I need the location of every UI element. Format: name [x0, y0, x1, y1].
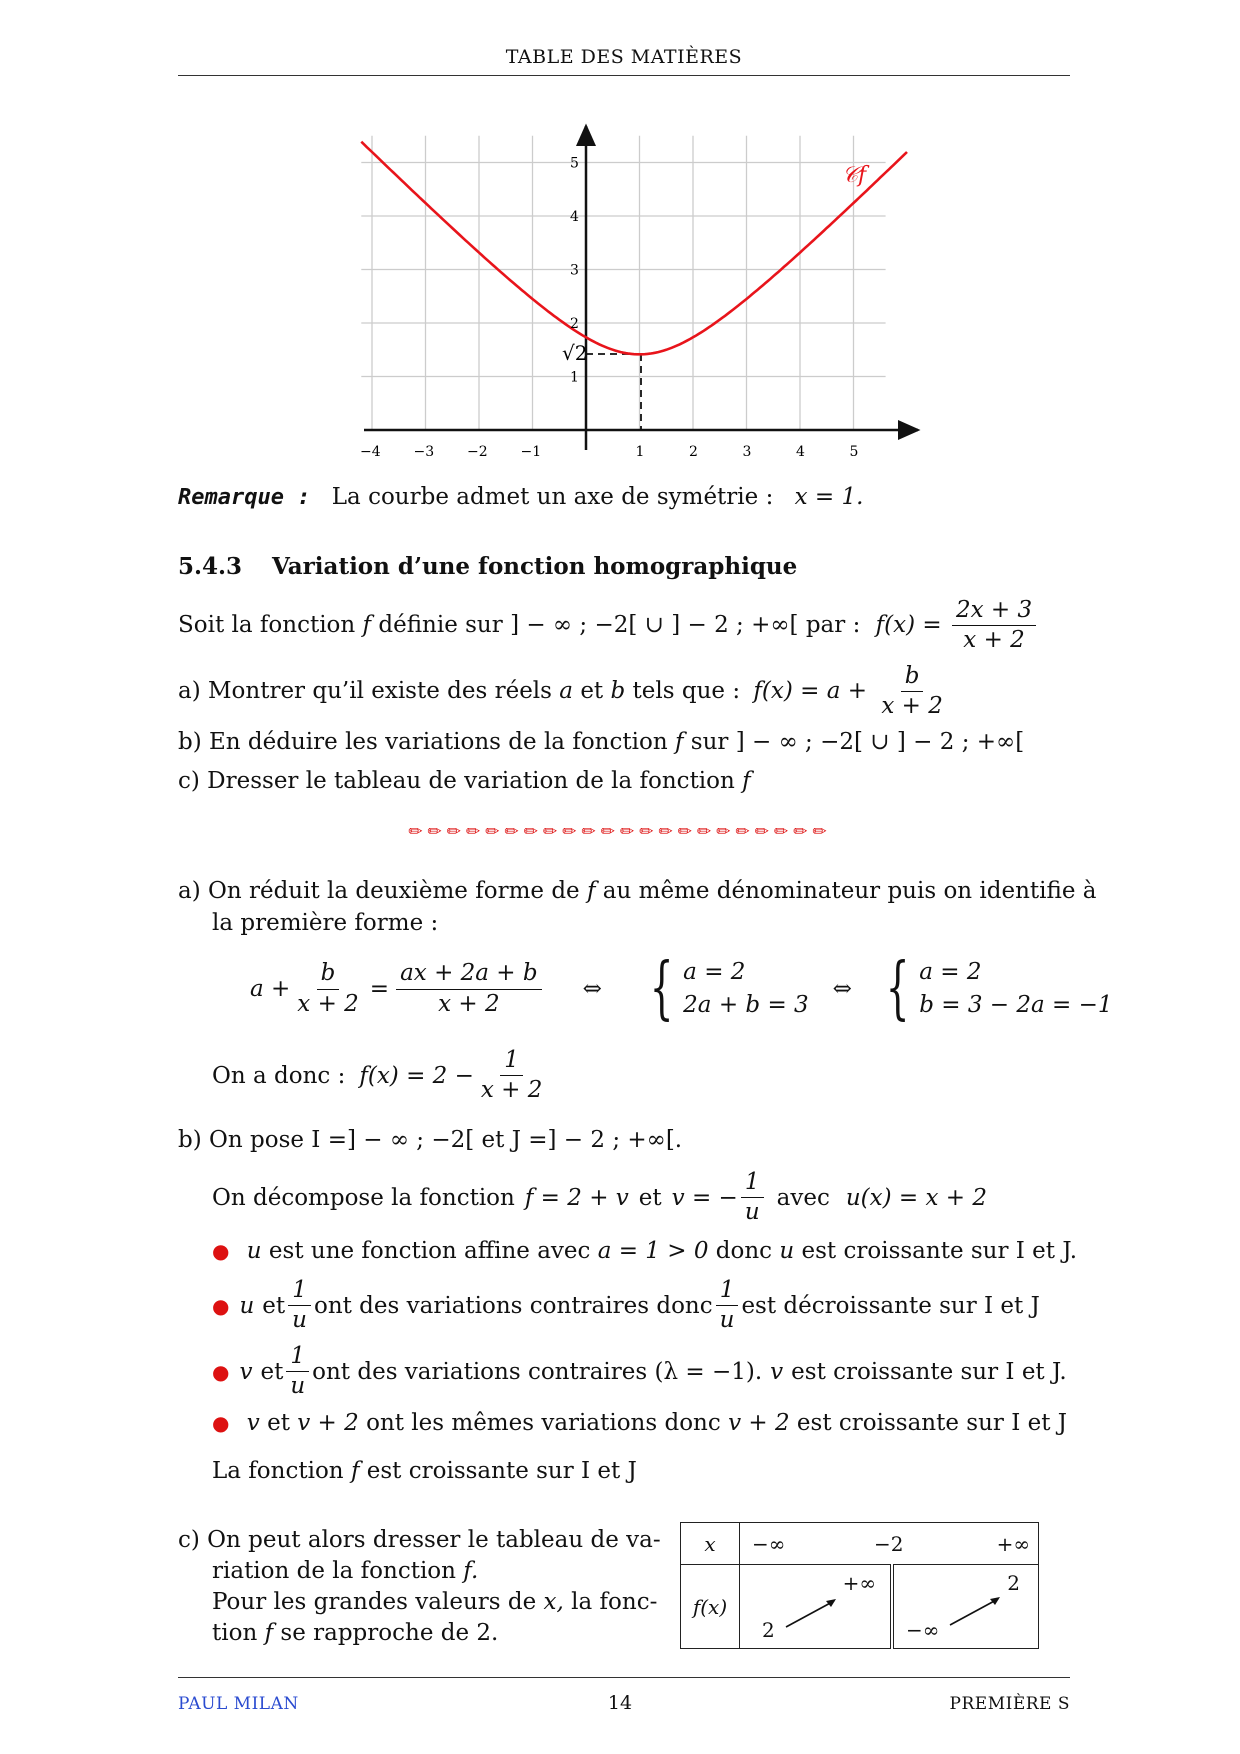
y-tick-label: 4 [570, 209, 579, 225]
x-tick-label: 5 [849, 444, 859, 460]
x-tick-label: −3 [413, 444, 435, 460]
solution-a-result: On a donc : f(x) = 2 − $\frac{1}{x + 2}$ [212, 1047, 543, 1104]
intro-fraction: $\frac{2x + 3}{x + 2}$ [952, 598, 1036, 654]
solution-b-decomposition: On décompose la fonction f = 2 + v et v = − $\frac{1}{u}$ avec u(x) = x + 2 [212, 1169, 987, 1226]
remark-formula: x = 1. [794, 484, 864, 510]
solution-c-text: c) On peut alors dresser le tableau de va- riation de la fonction f. Pour les grandes valeurs de x, la fonc- tion f se rapproche de 2. [178, 1527, 661, 1646]
question-a-fraction: $\frac{b}{x + 2}$ [881, 663, 943, 720]
remark-text: La courbe admet un axe de symétrie : [331, 484, 774, 510]
remark-label: Remarque : [178, 485, 311, 510]
y-tick-label: 1 [570, 369, 579, 386]
page-header: TABLE DES MATIÈRES [505, 46, 743, 68]
footer-author: PAUL MILAN [178, 1694, 299, 1714]
sqrt2-label: √2 [562, 341, 588, 365]
function-graph [350, 120, 930, 470]
intro-text2: définie sur [378, 611, 503, 638]
variation-table [680, 1522, 1039, 1649]
intro-lhs: f(x) = [875, 611, 942, 638]
arrow-up-icon [782, 1595, 842, 1631]
intro-domain: ] − ∞ ; −2[ ∪ ] − 2 ; +∞[ [510, 611, 799, 638]
question-a: a) Montrer qu’il existe des réels a et b tels que : f(x) = a + $\frac{b}{x + 2}$ [178, 664, 950, 720]
var-left-branch: 2 +∞ [740, 1565, 893, 1649]
intro-text3: par : [805, 611, 861, 638]
intro-statement [178, 598, 1039, 654]
bullet-1: ● u est une fonction affine avec a = 1 > 0 donc u est croissante sur I et J. [212, 1238, 1078, 1264]
var-right-branch: −∞ 2 [892, 1565, 1039, 1649]
footer-level: PREMIÈRE S [949, 1694, 1070, 1714]
bullet-2: ● u et $\frac{1}{u}$ ont des variations contraires donc $\frac{1}{u}$ est décroissante sur I et J [212, 1277, 1040, 1334]
x-tick-label: −2 [467, 444, 488, 460]
bullet-3: ● v et $\frac{1}{u}$ ont des variations contraires (λ = −1). v est croissante sur I et J. [212, 1343, 1067, 1400]
y-tick-label: 3 [570, 262, 579, 279]
solution-b-intervals: b) On pose I =] − ∞ ; −2[ et J =] − 2 ; +∞[. [178, 1127, 683, 1153]
arrow-up-icon [946, 1593, 1006, 1629]
question-c: c) Dresser le tableau de variation de la fonction f [178, 768, 751, 794]
curve-label: 𝒞f [842, 163, 867, 188]
var-f-label: f(x) [681, 1565, 740, 1649]
system1-brace: { [649, 949, 674, 1028]
x-tick-label: −4 [360, 444, 381, 460]
x-tick-label: 2 [689, 444, 698, 460]
var-x-label: x [681, 1523, 740, 1565]
graph-grid [361, 136, 885, 430]
identification-equation: a + $\frac{b}{x + 2}$ = $\frac{ax + 2a + b}{x + 2}$ ⇔ { a = 2 2a + b = 3 ⇔ { a = 2 b = 3 − 2a = −1 [250, 949, 1113, 1028]
x-tick-label: 3 [742, 444, 752, 460]
header-rule [178, 75, 1070, 76]
section-title-text: Variation d’une fonction homographique [272, 553, 798, 580]
var-x-row: −∞ −2 +∞ [740, 1523, 1039, 1565]
x-tick-label: −1 [520, 444, 542, 460]
x-tick-label: 1 [635, 444, 645, 460]
solution-a-line1: a) On réduit la deuxième forme de f au même dénominateur puis on identifie à [178, 878, 1097, 904]
footer-rule [178, 1677, 1070, 1678]
intro-f: f [362, 611, 372, 638]
system2-brace: { [885, 949, 910, 1028]
system2: a = 2 b = 3 − 2a = −1 [919, 958, 1113, 1018]
solution-a-line2: la première forme : [212, 910, 439, 936]
x-tick-label: 4 [796, 444, 805, 460]
y-tick-label: 5 [570, 155, 579, 172]
section-title [178, 553, 797, 580]
question-b: b) En déduire les variations de la fonction f sur ] − ∞ ; −2[ ∪ ] − 2 ; +∞[ [178, 729, 1025, 755]
bullet-4: ● v et v + 2 ont les mêmes variations donc v + 2 est croissante sur I et J [212, 1410, 1067, 1436]
system1: a = 2 2a + b = 3 [683, 958, 809, 1018]
pencil-separator: ✏✏✏✏✏✏✏✏✏✏✏✏✏✏✏✏✏✏✏✏✏✏ [408, 822, 832, 842]
solution-b-conclusion: La fonction f est croissante sur I et J [212, 1458, 637, 1484]
remark [178, 484, 863, 510]
page-number: 14 [607, 1692, 633, 1714]
intro-text: Soit la fonction [178, 611, 356, 638]
section-number: 5.4.3 [178, 553, 243, 580]
y-tick-label: 2 [570, 316, 579, 332]
